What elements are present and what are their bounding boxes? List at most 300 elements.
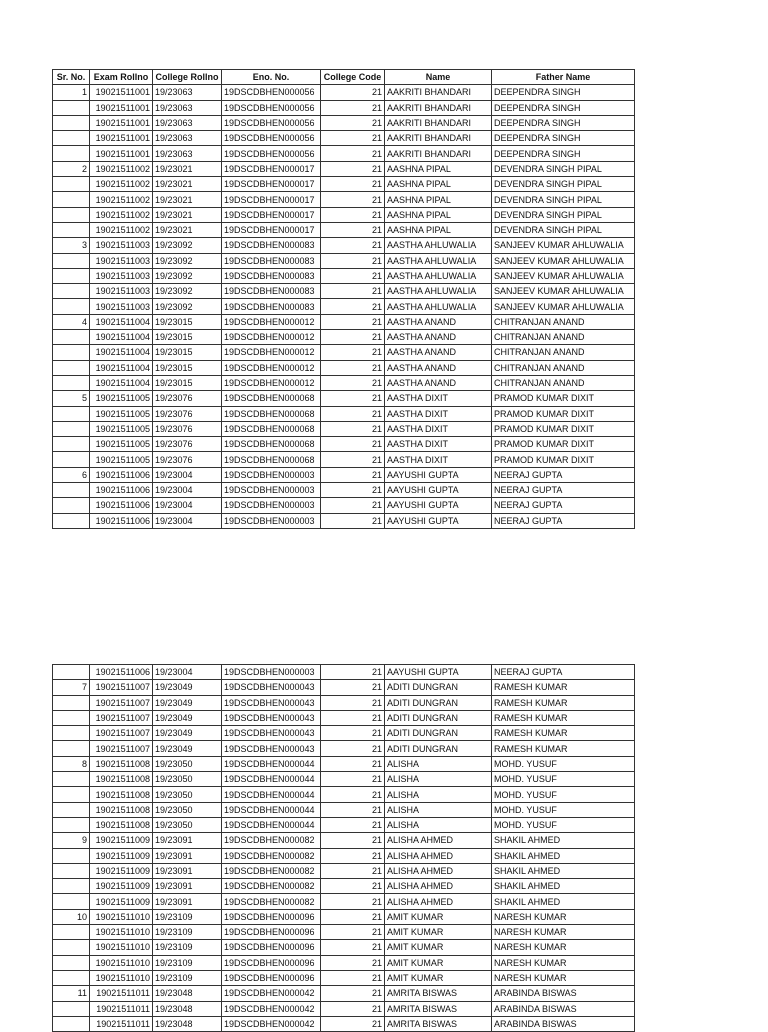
college-code-cell: 21	[321, 680, 385, 695]
sr-no-cell: 1	[53, 85, 90, 100]
exam-rollno-cell: 19021511003	[90, 299, 153, 314]
table-row	[53, 817, 635, 832]
exam-rollno-cell: 19021511008	[90, 802, 153, 817]
exam-rollno-cell: 19021511002	[90, 177, 153, 192]
exam-rollno-cell: 19021511006	[90, 467, 153, 482]
eno-no-cell: 19DSCDBHEN000068	[222, 421, 321, 436]
table-row	[53, 345, 635, 360]
exam-rollno-cell: 19021511011	[90, 1016, 153, 1031]
name-cell: ADITI DUNGRAN	[385, 680, 492, 695]
father-name-cell: MOHD. YUSUF	[492, 817, 635, 832]
table-row	[53, 848, 635, 863]
table-row	[53, 268, 635, 283]
father-name-cell: NARESH KUMAR	[492, 909, 635, 924]
college-rollno-cell: 19/23092	[153, 238, 222, 253]
eno-no-cell: 19DSCDBHEN000056	[222, 146, 321, 161]
sr-no-cell	[53, 437, 90, 452]
eno-no-cell: 19DSCDBHEN000017	[222, 177, 321, 192]
exam-rollno-cell: 19021511006	[90, 665, 153, 680]
name-cell: ADITI DUNGRAN	[385, 741, 492, 756]
name-cell: AASTHA ANAND	[385, 314, 492, 329]
college-rollno-cell: 19/23109	[153, 940, 222, 955]
college-code-cell: 21	[321, 452, 385, 467]
table-row	[53, 710, 635, 725]
college-code-cell: 21	[321, 421, 385, 436]
name-cell: AMIT KUMAR	[385, 909, 492, 924]
eno-no-cell: 19DSCDBHEN000096	[222, 940, 321, 955]
exam-rollno-cell: 19021511002	[90, 222, 153, 237]
name-cell: ALISHA AHMED	[385, 894, 492, 909]
college-rollno-cell: 19/23049	[153, 695, 222, 710]
sr-no-cell: 3	[53, 238, 90, 253]
college-rollno-cell: 19/23092	[153, 299, 222, 314]
name-cell: ALISHA	[385, 787, 492, 802]
sr-no-cell	[53, 802, 90, 817]
father-name-cell: MOHD. YUSUF	[492, 756, 635, 771]
eno-no-cell: 19DSCDBHEN000083	[222, 284, 321, 299]
name-cell: AASTHA ANAND	[385, 330, 492, 345]
college-code-cell: 21	[321, 406, 385, 421]
college-code-cell: 21	[321, 955, 385, 970]
eno-no-cell: 19DSCDBHEN000044	[222, 802, 321, 817]
college-code-cell: 21	[321, 467, 385, 482]
name-cell: ALISHA	[385, 802, 492, 817]
college-code-cell: 21	[321, 177, 385, 192]
father-name-cell: CHITRANJAN ANAND	[492, 330, 635, 345]
father-name-cell: RAMESH KUMAR	[492, 726, 635, 741]
sr-no-cell	[53, 115, 90, 130]
father-name-cell: NARESH KUMAR	[492, 970, 635, 985]
eno-no-cell: 19DSCDBHEN000042	[222, 1001, 321, 1016]
sr-no-cell	[53, 665, 90, 680]
sr-no-cell	[53, 421, 90, 436]
father-name-cell: MOHD. YUSUF	[492, 772, 635, 787]
college-rollno-cell: 19/23063	[153, 146, 222, 161]
eno-no-cell: 19DSCDBHEN000068	[222, 452, 321, 467]
name-cell: AASTHA DIXIT	[385, 437, 492, 452]
college-code-cell: 21	[321, 146, 385, 161]
college-rollno-cell: 19/23015	[153, 360, 222, 375]
exam-rollno-cell: 19021511008	[90, 772, 153, 787]
sr-no-cell	[53, 848, 90, 863]
exam-rollno-cell: 19021511009	[90, 833, 153, 848]
exam-rollno-cell: 19021511009	[90, 863, 153, 878]
name-cell: AASHNA PIPAL	[385, 192, 492, 207]
exam-rollno-cell: 19021511004	[90, 375, 153, 390]
father-name-cell: NEERAJ GUPTA	[492, 467, 635, 482]
sr-no-cell	[53, 375, 90, 390]
father-name-cell: SHAKIL AHMED	[492, 848, 635, 863]
exam-rollno-cell: 19021511004	[90, 360, 153, 375]
exam-rollno-cell: 19021511002	[90, 161, 153, 176]
exam-rollno-cell: 19021511002	[90, 192, 153, 207]
eno-no-cell: 19DSCDBHEN000082	[222, 863, 321, 878]
sr-no-cell: 9	[53, 833, 90, 848]
exam-rollno-cell: 19021511010	[90, 909, 153, 924]
sr-no-cell	[53, 863, 90, 878]
father-name-cell: MOHD. YUSUF	[492, 802, 635, 817]
college-code-cell: 21	[321, 879, 385, 894]
name-cell: AASTHA DIXIT	[385, 406, 492, 421]
father-name-cell: DEVENDRA SINGH PIPAL	[492, 192, 635, 207]
exam-rollno-cell: 19021511008	[90, 787, 153, 802]
college-rollno-cell: 19/23109	[153, 909, 222, 924]
table-2-body	[53, 665, 635, 1032]
exam-rollno-cell: 19021511010	[90, 925, 153, 940]
sr-no-cell	[53, 360, 90, 375]
table-row	[53, 787, 635, 802]
table-row	[53, 375, 635, 390]
name-cell: AMRITA BISWAS	[385, 1001, 492, 1016]
name-cell: AAKRITI BHANDARI	[385, 146, 492, 161]
exam-rollno-cell: 19021511001	[90, 115, 153, 130]
table-row	[53, 161, 635, 176]
name-cell: ADITI DUNGRAN	[385, 695, 492, 710]
eno-no-cell: 19DSCDBHEN000012	[222, 375, 321, 390]
exam-rollno-cell: 19021511007	[90, 710, 153, 725]
name-cell: ALISHA	[385, 772, 492, 787]
table-1-body	[53, 85, 635, 529]
college-rollno-cell: 19/23076	[153, 406, 222, 421]
table-row	[53, 802, 635, 817]
father-name-cell: NARESH KUMAR	[492, 925, 635, 940]
eno-no-cell: 19DSCDBHEN000043	[222, 680, 321, 695]
college-code-cell: 21	[321, 345, 385, 360]
sr-no-cell: 8	[53, 756, 90, 771]
college-code-cell: 21	[321, 131, 385, 146]
sr-no-cell	[53, 513, 90, 528]
eno-no-cell: 19DSCDBHEN000096	[222, 925, 321, 940]
eno-no-cell: 19DSCDBHEN000017	[222, 192, 321, 207]
college-code-cell: 21	[321, 299, 385, 314]
eno-no-cell: 19DSCDBHEN000056	[222, 85, 321, 100]
college-rollno-cell: 19/23063	[153, 131, 222, 146]
table-row	[53, 695, 635, 710]
table-row	[53, 192, 635, 207]
exam-rollno-cell: 19021511008	[90, 756, 153, 771]
sr-no-cell	[53, 100, 90, 115]
name-cell: AAKRITI BHANDARI	[385, 85, 492, 100]
eno-no-cell: 19DSCDBHEN000056	[222, 100, 321, 115]
table-row	[53, 925, 635, 940]
father-name-cell: SANJEEV KUMAR AHLUWALIA	[492, 268, 635, 283]
eno-no-cell: 19DSCDBHEN000042	[222, 1016, 321, 1031]
name-cell: AASTHA AHLUWALIA	[385, 268, 492, 283]
name-cell: AMIT KUMAR	[385, 940, 492, 955]
sr-no-cell	[53, 284, 90, 299]
sr-no-cell	[53, 1001, 90, 1016]
father-name-cell: CHITRANJAN ANAND	[492, 360, 635, 375]
exam-rollno-cell: 19021511004	[90, 330, 153, 345]
name-cell: AAKRITI BHANDARI	[385, 131, 492, 146]
table-row	[53, 986, 635, 1001]
eno-no-cell: 19DSCDBHEN000096	[222, 909, 321, 924]
eno-no-cell: 19DSCDBHEN000017	[222, 207, 321, 222]
sr-no-cell	[53, 146, 90, 161]
college-code-cell: 21	[321, 695, 385, 710]
sr-no-cell	[53, 925, 90, 940]
father-name-cell: SHAKIL AHMED	[492, 879, 635, 894]
college-rollno-cell: 19/23049	[153, 680, 222, 695]
table-row	[53, 314, 635, 329]
name-cell: AASTHA ANAND	[385, 360, 492, 375]
exam-rollno-cell: 19021511003	[90, 238, 153, 253]
name-cell: AMRITA BISWAS	[385, 1016, 492, 1031]
name-cell: AMIT KUMAR	[385, 970, 492, 985]
name-cell: AAYUSHI GUPTA	[385, 483, 492, 498]
college-rollno-cell: 19/23004	[153, 467, 222, 482]
college-rollno-cell: 19/23021	[153, 161, 222, 176]
name-cell: AASTHA DIXIT	[385, 421, 492, 436]
table-row	[53, 1001, 635, 1016]
name-cell: AASHNA PIPAL	[385, 222, 492, 237]
name-cell: AASTHA ANAND	[385, 375, 492, 390]
college-code-cell: 21	[321, 314, 385, 329]
sr-no-cell	[53, 894, 90, 909]
father-name-cell: DEVENDRA SINGH PIPAL	[492, 207, 635, 222]
father-name-cell: NARESH KUMAR	[492, 940, 635, 955]
father-name-cell: DEEPENDRA SINGH	[492, 100, 635, 115]
exam-rollno-cell: 19021511003	[90, 268, 153, 283]
college-code-cell: 21	[321, 330, 385, 345]
exam-rollno-cell: 19021511007	[90, 741, 153, 756]
table-row	[53, 238, 635, 253]
eno-no-cell: 19DSCDBHEN000003	[222, 483, 321, 498]
header-sr-no: Sr. No.	[53, 70, 90, 85]
exam-rollno-cell: 19021511010	[90, 970, 153, 985]
college-rollno-cell: 19/23049	[153, 710, 222, 725]
college-rollno-cell: 19/23021	[153, 222, 222, 237]
college-code-cell: 21	[321, 756, 385, 771]
table-row	[53, 406, 635, 421]
sr-no-cell	[53, 695, 90, 710]
college-rollno-cell: 19/23015	[153, 314, 222, 329]
father-name-cell: SANJEEV KUMAR AHLUWALIA	[492, 253, 635, 268]
table-row	[53, 131, 635, 146]
sr-no-cell	[53, 710, 90, 725]
eno-no-cell: 19DSCDBHEN000003	[222, 467, 321, 482]
exam-rollno-cell: 19021511011	[90, 1001, 153, 1016]
exam-rollno-cell: 19021511007	[90, 680, 153, 695]
name-cell: AASTHA DIXIT	[385, 391, 492, 406]
father-name-cell: RAMESH KUMAR	[492, 680, 635, 695]
eno-no-cell: 19DSCDBHEN000082	[222, 848, 321, 863]
college-rollno-cell: 19/23004	[153, 498, 222, 513]
college-code-cell: 21	[321, 85, 385, 100]
college-code-cell: 21	[321, 207, 385, 222]
father-name-cell: DEVENDRA SINGH PIPAL	[492, 222, 635, 237]
sr-no-cell	[53, 222, 90, 237]
name-cell: ALISHA AHMED	[385, 879, 492, 894]
college-code-cell: 21	[321, 253, 385, 268]
college-code-cell: 21	[321, 513, 385, 528]
sr-no-cell	[53, 345, 90, 360]
eno-no-cell: 19DSCDBHEN000083	[222, 299, 321, 314]
college-rollno-cell: 19/23076	[153, 421, 222, 436]
sr-no-cell	[53, 483, 90, 498]
exam-rollno-cell: 19021511007	[90, 726, 153, 741]
sr-no-cell: 7	[53, 680, 90, 695]
father-name-cell: ARABINDA BISWAS	[492, 1001, 635, 1016]
college-code-cell: 21	[321, 909, 385, 924]
sr-no-cell	[53, 192, 90, 207]
college-rollno-cell: 19/23091	[153, 879, 222, 894]
name-cell: AMIT KUMAR	[385, 925, 492, 940]
exam-rollno-cell: 19021511002	[90, 207, 153, 222]
table-row	[53, 222, 635, 237]
table-row	[53, 391, 635, 406]
exam-rollno-cell: 19021511011	[90, 986, 153, 1001]
sr-no-cell	[53, 299, 90, 314]
eno-no-cell: 19DSCDBHEN000083	[222, 253, 321, 268]
college-rollno-cell: 19/23050	[153, 817, 222, 832]
table-row	[53, 207, 635, 222]
college-code-cell: 21	[321, 741, 385, 756]
table-row	[53, 452, 635, 467]
table-row	[53, 726, 635, 741]
name-cell: AAYUSHI GUPTA	[385, 498, 492, 513]
college-code-cell: 21	[321, 192, 385, 207]
table-row	[53, 421, 635, 436]
exam-rollno-cell: 19021511005	[90, 437, 153, 452]
college-rollno-cell: 19/23015	[153, 330, 222, 345]
table-row	[53, 680, 635, 695]
exam-rollno-cell: 19021511005	[90, 391, 153, 406]
table-row	[53, 879, 635, 894]
college-rollno-cell: 19/23076	[153, 437, 222, 452]
college-rollno-cell: 19/23050	[153, 802, 222, 817]
college-code-cell: 21	[321, 970, 385, 985]
college-code-cell: 21	[321, 161, 385, 176]
college-rollno-cell: 19/23091	[153, 833, 222, 848]
exam-rollno-cell: 19021511007	[90, 695, 153, 710]
name-cell: AASTHA AHLUWALIA	[385, 238, 492, 253]
college-rollno-cell: 19/23050	[153, 772, 222, 787]
table-row	[53, 177, 635, 192]
college-code-cell: 21	[321, 284, 385, 299]
sr-no-cell	[53, 452, 90, 467]
college-rollno-cell: 19/23050	[153, 756, 222, 771]
college-rollno-cell: 19/23050	[153, 787, 222, 802]
college-rollno-cell: 19/23076	[153, 391, 222, 406]
header-exam-rollno: Exam Rollno	[90, 70, 153, 85]
sr-no-cell	[53, 177, 90, 192]
name-cell: AASTHA ANAND	[385, 345, 492, 360]
father-name-cell: RAMESH KUMAR	[492, 741, 635, 756]
eno-no-cell: 19DSCDBHEN000012	[222, 330, 321, 345]
table-row	[53, 253, 635, 268]
father-name-cell: NEERAJ GUPTA	[492, 498, 635, 513]
name-cell: AAYUSHI GUPTA	[385, 513, 492, 528]
college-rollno-cell: 19/23109	[153, 970, 222, 985]
exam-rollno-cell: 19021511001	[90, 100, 153, 115]
exam-rollno-cell: 19021511005	[90, 421, 153, 436]
college-rollno-cell: 19/23063	[153, 100, 222, 115]
college-rollno-cell: 19/23049	[153, 741, 222, 756]
college-code-cell: 21	[321, 894, 385, 909]
father-name-cell: NEERAJ GUPTA	[492, 665, 635, 680]
eno-no-cell: 19DSCDBHEN000068	[222, 437, 321, 452]
eno-no-cell: 19DSCDBHEN000082	[222, 833, 321, 848]
college-rollno-cell: 19/23063	[153, 85, 222, 100]
eno-no-cell: 19DSCDBHEN000043	[222, 710, 321, 725]
sr-no-cell	[53, 253, 90, 268]
table-row	[53, 115, 635, 130]
eno-no-cell: 19DSCDBHEN000056	[222, 115, 321, 130]
table-row	[53, 756, 635, 771]
name-cell: ALISHA	[385, 756, 492, 771]
father-name-cell: SANJEEV KUMAR AHLUWALIA	[492, 238, 635, 253]
college-rollno-cell: 19/23109	[153, 925, 222, 940]
eno-no-cell: 19DSCDBHEN000082	[222, 894, 321, 909]
college-code-cell: 21	[321, 848, 385, 863]
father-name-cell: DEVENDRA SINGH PIPAL	[492, 177, 635, 192]
table-row	[53, 498, 635, 513]
name-cell: AASHNA PIPAL	[385, 207, 492, 222]
eno-no-cell: 19DSCDBHEN000003	[222, 665, 321, 680]
table-row	[53, 437, 635, 452]
name-cell: AASHNA PIPAL	[385, 161, 492, 176]
header-father-name: Father Name	[492, 70, 635, 85]
eno-no-cell: 19DSCDBHEN000043	[222, 695, 321, 710]
sr-no-cell: 4	[53, 314, 90, 329]
father-name-cell: PRAMOD KUMAR DIXIT	[492, 452, 635, 467]
name-cell: ADITI DUNGRAN	[385, 726, 492, 741]
college-rollno-cell: 19/23004	[153, 483, 222, 498]
father-name-cell: DEVENDRA SINGH PIPAL	[492, 161, 635, 176]
sr-no-cell	[53, 940, 90, 955]
exam-rollno-cell: 19021511004	[90, 345, 153, 360]
sr-no-cell: 11	[53, 986, 90, 1001]
name-cell: AMIT KUMAR	[385, 955, 492, 970]
sr-no-cell: 10	[53, 909, 90, 924]
sr-no-cell	[53, 741, 90, 756]
father-name-cell: DEEPENDRA SINGH	[492, 85, 635, 100]
eno-no-cell: 19DSCDBHEN000082	[222, 879, 321, 894]
father-name-cell: SHAKIL AHMED	[492, 863, 635, 878]
college-code-cell: 21	[321, 817, 385, 832]
father-name-cell: NEERAJ GUPTA	[492, 513, 635, 528]
father-name-cell: ARABINDA BISWAS	[492, 1016, 635, 1031]
header-college-code: College Code	[321, 70, 385, 85]
table-row	[53, 467, 635, 482]
sr-no-cell	[53, 879, 90, 894]
father-name-cell: DEEPENDRA SINGH	[492, 115, 635, 130]
eno-no-cell: 19DSCDBHEN000044	[222, 756, 321, 771]
sr-no-cell: 2	[53, 161, 90, 176]
father-name-cell: NARESH KUMAR	[492, 955, 635, 970]
sr-no-cell	[53, 207, 90, 222]
table-row	[53, 940, 635, 955]
sr-no-cell	[53, 131, 90, 146]
college-rollno-cell: 19/23049	[153, 726, 222, 741]
eno-no-cell: 19DSCDBHEN000012	[222, 345, 321, 360]
college-rollno-cell: 19/23021	[153, 207, 222, 222]
student-table-2	[52, 664, 635, 1032]
father-name-cell: PRAMOD KUMAR DIXIT	[492, 391, 635, 406]
college-code-cell: 21	[321, 222, 385, 237]
exam-rollno-cell: 19021511006	[90, 483, 153, 498]
eno-no-cell: 19DSCDBHEN000096	[222, 970, 321, 985]
father-name-cell: CHITRANJAN ANAND	[492, 314, 635, 329]
header-row	[53, 70, 635, 85]
sr-no-cell	[53, 268, 90, 283]
table-row	[53, 955, 635, 970]
college-code-cell: 21	[321, 787, 385, 802]
exam-rollno-cell: 19021511008	[90, 817, 153, 832]
table-row	[53, 741, 635, 756]
sr-no-cell: 5	[53, 391, 90, 406]
